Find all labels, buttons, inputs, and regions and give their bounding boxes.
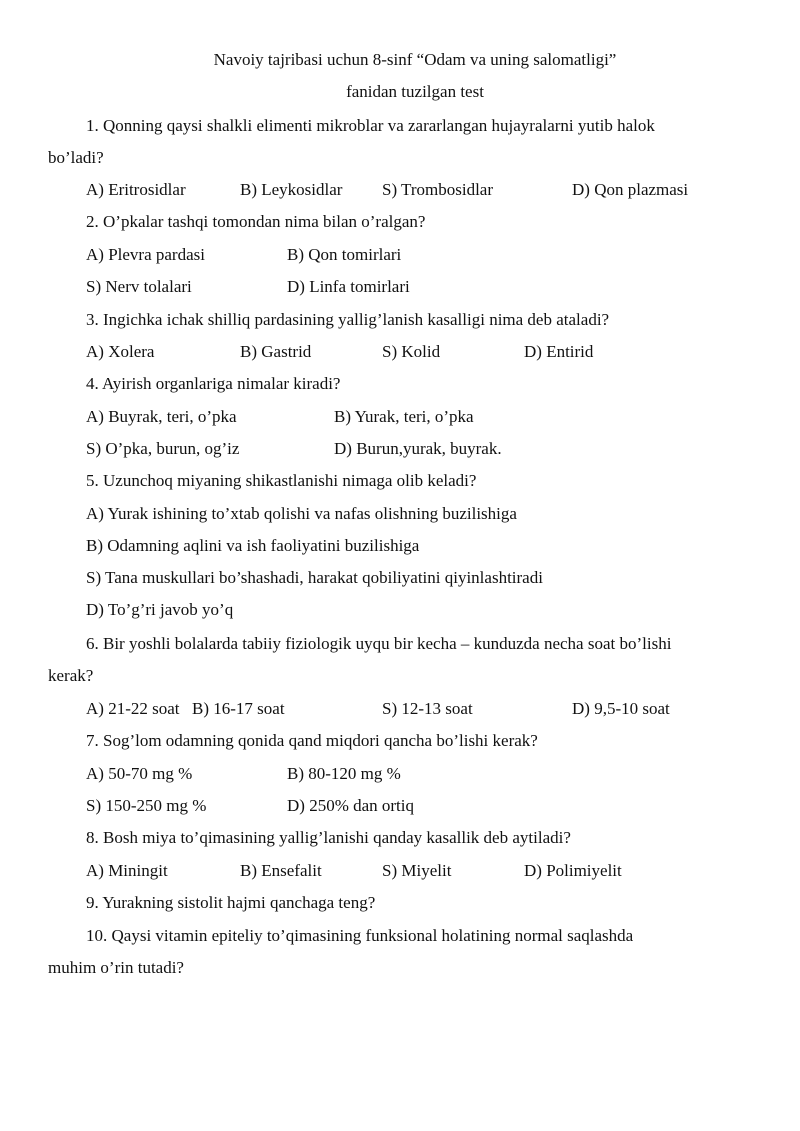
question-3-option-b: B) Gastrid (240, 342, 312, 361)
question-3-option-a: A) Xolera (86, 342, 155, 361)
question-5-option-s: S) Tana muskullari bo’shashadi, harakat qobiliyatini qiyinlashtiradi (86, 568, 543, 587)
question-1-text: 1. Qonning qaysi shalkli elimenti mikroblar va zararlangan hujayralarni yutib halok (86, 116, 655, 135)
question-8-option-b: B) Ensefalit (240, 861, 322, 880)
question-2-option-s: S) Nerv tolalari (86, 277, 192, 296)
question-5-option-b: B) Odamning aqlini va ish faoliyatini buzilishiga (86, 536, 420, 555)
question-5-option-a: A) Yurak ishining to’xtab qolishi va nafas olishning buzilishiga (86, 504, 517, 523)
question-3-option-d: D) Entirid (524, 342, 594, 361)
question-3-text: 3. Ingichka ichak shilliq pardasining yallig’lanish kasalligi nima deb ataladi? (86, 310, 610, 329)
question-3-option-s: S) Kolid (382, 342, 441, 361)
question-2-text: 2. O’pkalar tashqi tomondan nima bilan o’ralgan? (86, 212, 426, 231)
question-1-option-a: A) Eritrosidlar (86, 180, 186, 199)
question-7-option-s: S) 150-250 mg % (86, 796, 207, 815)
question-6-option-d: D) 9,5-10 soat (572, 699, 670, 718)
title-line-1: Navoiy tajribasi uchun 8-sinf “Odam va uning salomatligi” (213, 50, 617, 69)
question-6-option-a: A) 21-22 soat (86, 699, 180, 718)
question-1-text-cont: bo’ladi? (48, 148, 104, 167)
question-10-text-cont: muhim o’rin tutadi? (48, 958, 184, 977)
question-5-text: 5. Uzunchoq miyaning shikastlanishi nimaga olib keladi? (86, 471, 477, 490)
question-4-option-a: A) Buyrak, teri, o’pka (86, 407, 237, 426)
question-4-option-d: D) Burun,yurak, buyrak. (334, 439, 502, 458)
question-6-text-cont: kerak? (48, 666, 94, 685)
question-2-option-d: D) Linfa tomirlari (287, 277, 410, 296)
question-6-option-s: S) 12-13 soat (382, 699, 473, 718)
question-2-option-a: A) Plevra pardasi (86, 245, 205, 264)
question-4-text: 4. Ayirish organlariga nimalar kiradi? (86, 374, 341, 393)
question-7-option-d: D) 250% dan ortiq (287, 796, 415, 815)
question-8-option-s: S) Miyelit (382, 861, 452, 880)
question-2-option-b: B) Qon tomirlari (287, 245, 402, 264)
title-line-2: fanidan tuzilgan test (346, 82, 484, 101)
question-7-option-b: B) 80-120 mg % (287, 764, 401, 783)
question-4-option-b: B) Yurak, teri, o’pka (334, 407, 474, 426)
question-10-text: 10. Qaysi vitamin epiteliy to’qimasining funksional holatining normal saqlashda (86, 926, 634, 945)
question-6-option-b: B) 16-17 soat (192, 699, 285, 718)
question-7-text: 7. Sog’lom odamning qonida qand miqdori qancha bo’lishi kerak? (86, 731, 538, 750)
question-7-option-a: A) 50-70 mg % (86, 764, 193, 783)
question-8-option-a: A) Miningit (86, 861, 168, 880)
question-1-option-s: S) Trombosidlar (382, 180, 493, 199)
question-1-option-b: B) Leykosidlar (240, 180, 343, 199)
question-4-option-s: S) O’pka, burun, og’iz (86, 439, 240, 458)
question-1-option-d: D) Qon plazmasi (572, 180, 689, 199)
question-6-text: 6. Bir yoshli bolalarda tabiiy fiziologik uyqu bir kecha – kunduzda necha soat bo’lishi (86, 634, 672, 653)
question-8-text: 8. Bosh miya to’qimasining yallig’lanishi qanday kasallik deb aytiladi? (86, 828, 571, 847)
question-9-text: 9. Yurakning sistolit hajmi qanchaga teng? (86, 893, 376, 912)
question-5-option-d: D) To’g’ri javob yo’q (86, 600, 234, 619)
question-8-option-d: D) Polimiyelit (524, 861, 622, 880)
